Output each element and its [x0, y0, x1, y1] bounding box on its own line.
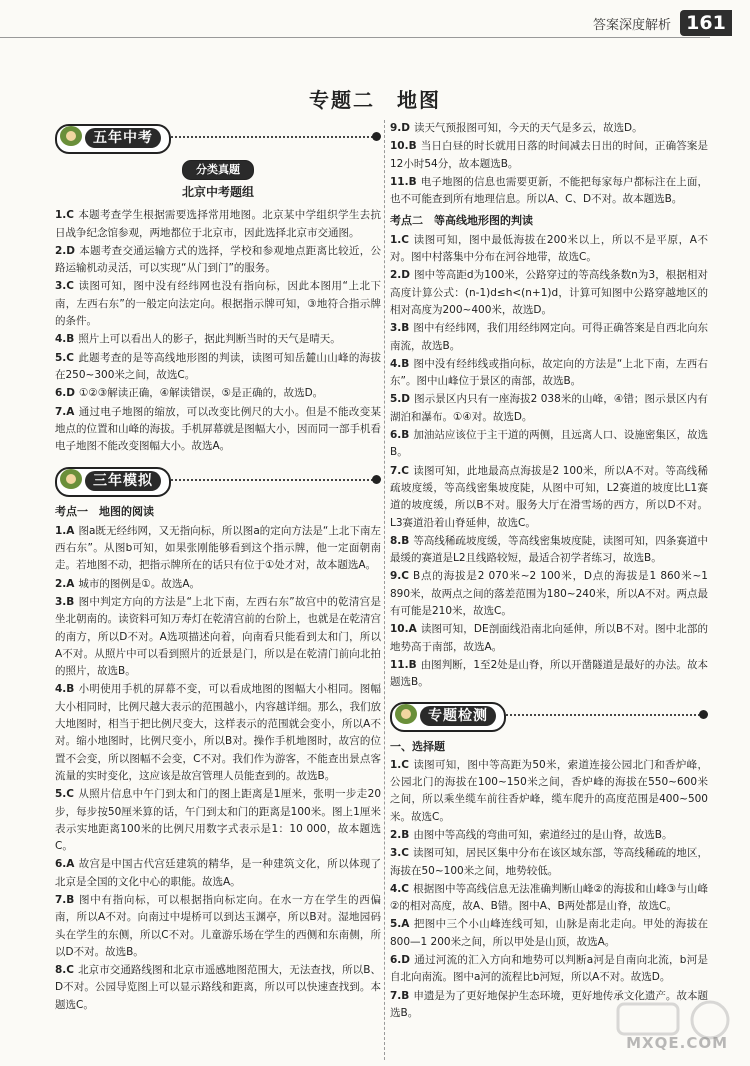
answer-item: [390, 391, 708, 426]
answer-number: 1.A: [55, 524, 75, 537]
answer-list: [55, 207, 381, 455]
answer-text: 图a既无经纬网，又无指向标，所以图a的定向方法是“上北下南左西右东”。从图b可知，如果张刚能够看到这个指示牌，他一定面朝南走。若地图不动，把指示牌所在的话只有位于①处才对，故本题选A。: [55, 524, 381, 572]
answer-number: 4.B: [55, 333, 75, 346]
answer-number: 6.B: [390, 429, 410, 442]
banner-label: 三年模拟: [85, 471, 161, 491]
answer-text: 图中没有经纬线或指向标，故定向的方法是“上北下南，左西右东”。图中山峰位于景区的南部，故选B。: [390, 357, 708, 388]
answer-text: 北京市交通路线图和北京市遥感地图范围大，无法查找，所以B、D不对。公园导览图上可以显示路线和距离，所以可以快速查找到。本题选C。: [55, 964, 381, 1011]
answer-item: [390, 621, 708, 656]
answer-number: 8.B: [390, 534, 410, 547]
answer-number: 6.D: [390, 954, 411, 967]
answer-number: 4.B: [390, 357, 410, 370]
answer-number: 2.A: [55, 577, 75, 590]
answer-text: 读图可知，居民区集中分布在该区域东部，等高线稀疏的地区，海拔在50~100米之间，地势较低。: [390, 847, 708, 877]
section-heading: 一、选择题: [390, 739, 445, 753]
answer-number: 2.D: [55, 244, 76, 257]
answer-text: 由图判断，1至2处是山脊，所以开凿隧道是最好的办法。故本题选B。: [390, 658, 708, 689]
answer-text: 根据图中等高线信息无法准确判断山峰②的海拔和山峰③与山峰②的相对高度，故A、B错。图中A、B两处都是山脊，故选C。: [390, 882, 708, 913]
answer-text: 图中有经纬网，我们用经纬网定向。可得正确答案是自西北向东南流，故选B。: [390, 322, 708, 352]
page-number: 161: [680, 10, 732, 36]
answer-item: [390, 174, 708, 209]
answer-item: [55, 331, 381, 348]
answer-item: [390, 267, 708, 319]
answer-text: 申遗是为了更好地保护生态环境，更好地传承文化遗产。故本题选B。: [390, 989, 708, 1019]
answer-text: 读图可知，此地最高点海拔是2 100米，所以A不对。等高线稀疏坡度缓，等高线密集坡度陡，从图中可知，L2赛道的坡度比L1赛道的坡度缓，所以B不对。服务大厅在滑雪场的西方，所以D不对。L3赛道沿着山脊延伸，故选C。: [390, 464, 708, 529]
answer-number: 9.C: [390, 570, 410, 583]
answer-list: [390, 232, 708, 692]
section-banner-three-years: [55, 463, 381, 497]
answer-item: [55, 278, 381, 330]
answer-number: 10.A: [390, 623, 417, 636]
banner-label: 五年中考: [85, 128, 161, 148]
answer-text: B点的海拔是2 070米~2 100米，D点的海拔是1 860米~1 890米，故两点之间的落差范围为180~240米，所以A不对。两点最有可能是210米，故选C。: [390, 570, 708, 618]
page-header: [0, 0, 750, 52]
subheading: 北京中考题组: [181, 185, 254, 199]
topic-heading: 考点一 地图的阅读: [55, 505, 154, 519]
answer-text: 图中判定方向的方法是“上北下南，左西右东”故宫中的乾清宫是坐北朝南的。读资料可知万寿灯在乾清宫前的台阶上，也就是在乾清宫的南方，所以D不对。A选项描述向着，向南看只能看到太和门，所以A不对。从照片中可以看到照片的近景是门，所以是在乾清门前向北拍的照片，故选B。: [55, 595, 381, 678]
answer-text: 电子地图的信息也需要更新，不能把每家每户都标注在上面，也不可能查到所有地理信息。所以A、C、D不对。故本题选B。: [390, 175, 708, 206]
answer-text: 当日白昼的时长就用日落的时间减去日出的时间，正确答案是12小时54分，故本题选B。: [390, 140, 708, 170]
answer-text: 小明使用手机的屏幕不变，可以看成地图的图幅大小相同。图幅大小相同时，比例尺越大表示的范围越小，内容越详细。那么，我们放大地图时，相当于把比例尺变大，这样表示的范围就会变小，所以A不对。缩小地图时，比例尺变小，所以B对。操作手机地图时，故宫的位置不会变，所以图幅不会变，C不对。我们作为游客，不能查出景点客流量的实时变化，这应该是故宫管理人员能查到的。故选B。: [55, 683, 381, 782]
answer-item: [55, 786, 381, 855]
topic-heading: 考点二 等高线地形图的判读: [390, 214, 533, 228]
answer-text: 由图中等高线的弯曲可知，索道经过的是山脊，故选B。: [413, 828, 673, 841]
answer-item: [390, 827, 708, 844]
answer-item: [55, 681, 381, 785]
answer-item: [390, 356, 708, 391]
answer-text: 照片上可以看出人的影子，据此判断当时的天气是晴天。: [78, 333, 341, 346]
left-column: [55, 120, 381, 1015]
answer-text: 城市的图例是①。故选A。: [78, 577, 201, 590]
answer-item: [390, 427, 708, 462]
answer-item: [55, 243, 381, 278]
answer-item: [55, 523, 381, 575]
banner-label: 专题检测: [420, 706, 496, 726]
section-banner-topic-test: [390, 698, 708, 732]
answer-number: 6.A: [55, 858, 75, 871]
answer-text: 等高线稀疏坡度缓，等高线密集坡度陡，读图可知，四条赛道中最缓的赛道是L2且线路较短，最适合初学者练习，故选B。: [390, 534, 708, 565]
answer-number: 1.C: [55, 209, 75, 222]
answer-number: 3.C: [390, 847, 410, 860]
answer-text: 故宫是中国古代宫廷建筑的精华，是一种建筑文化，所以体现了北京是全国的文化中心的职能。故选A。: [55, 858, 381, 888]
column-divider: [384, 120, 385, 1060]
answer-item: [390, 845, 708, 880]
answer-text: 从照片信息中午门到太和门的图上距离是1厘米，张明一步走20步，每步按50厘米算的话，午门到太和门的距离是100米。图上1厘米表示实地距离100米的比例尺用数字式表示是1：10 000，故本题选C。: [55, 788, 381, 853]
answer-number: 5.C: [55, 351, 75, 364]
answer-item: [390, 533, 708, 568]
answer-number: 4.B: [55, 683, 75, 696]
answer-text: 通过电子地图的缩放，可以改变比例尺的大小。但是不能改变某地点的位置和山峰的海拔。手机屏幕就是图幅大小，因而同一部手机看电子地图不能改变图幅大小。故选A。: [55, 405, 381, 453]
answer-item: [55, 350, 381, 385]
answer-item: [390, 463, 708, 532]
answer-item: [390, 916, 708, 951]
answer-text: 加油站应该位于主干道的两侧，且远离人口、设施密集区，故选B。: [390, 429, 708, 459]
answer-number: 9.D: [390, 122, 411, 134]
answer-text: 读图可知，DE剖面线沿南北向延伸，所以B不对。图中北部的地势高于南部，故选A。: [390, 623, 708, 653]
answer-number: 7.B: [55, 893, 75, 906]
answer-number: 5.D: [390, 393, 411, 406]
answer-item: [55, 207, 381, 242]
answer-number: 11.B: [390, 175, 417, 188]
answer-item: [390, 120, 708, 137]
answer-number: 7.B: [390, 989, 410, 1002]
answer-number: 8.C: [55, 964, 75, 977]
answer-number: 7.C: [390, 464, 410, 477]
answer-list: [390, 757, 708, 1022]
answer-item: [390, 881, 708, 916]
category-tag: 分类真题: [182, 160, 254, 180]
answer-number: 4.C: [390, 882, 410, 895]
answer-item: [55, 404, 381, 456]
answer-number: 5.A: [390, 918, 410, 931]
answer-number: 6.D: [55, 387, 76, 400]
answer-item: [390, 952, 708, 987]
answer-item: [390, 320, 708, 355]
answer-item: [55, 385, 381, 402]
answer-number: 11.B: [390, 658, 417, 671]
answer-item: [55, 856, 381, 891]
mascot-icon: [60, 126, 82, 146]
answer-item: [55, 892, 381, 961]
watermark-text: MXQE.COM: [626, 1034, 728, 1052]
answer-text: 通过河流的汇入方向和地势可以判断a河是自南向北流，b河是自北向南流。图中a河的流程比b河短，所以A不对。故选D。: [390, 954, 708, 984]
answer-item: [390, 657, 708, 692]
page-title: 专题二 地图: [309, 88, 441, 112]
answer-item: [390, 757, 708, 826]
answer-number: 3.C: [55, 280, 75, 293]
answer-text: ①②③解读正确，④解读错误，⑤是正确的，故选D。: [79, 387, 324, 400]
answer-text: 图中等高距d为100米，公路穿过的等高线条数n为3，根据相对高度计算公式：(n-1)d≤h<(n+1)d，计算可知图中公路穿越地区的相对高度为200~400米，故选D。: [390, 269, 708, 316]
answer-item: [390, 232, 708, 267]
answer-text: 把图中三个小山峰连线可知，山脉是南北走向。甲处的海拔在800—1 200米之间，所以甲处是山顶，故选A。: [390, 918, 708, 948]
mascot-icon: [395, 704, 417, 724]
answer-number: 2.B: [390, 828, 410, 841]
right-column: [390, 120, 708, 1023]
answer-text: 读图可知，图中最低海拔在200米以上，所以不是平原，A不对。图中村落集中分布在河谷地带，故选C。: [390, 233, 708, 264]
header-rule: [0, 37, 710, 38]
answer-text: 读天气预报图可知，今天的天气是多云，故选D。: [414, 122, 643, 134]
answer-text: 图示景区内只有一座海拔2 038米的山峰，④错；图示景区内有湖泊和瀑布。①④对。故选D。: [390, 393, 708, 423]
answer-list: [390, 120, 708, 208]
answer-number: 3.B: [390, 322, 410, 335]
answer-number: 3.B: [55, 595, 75, 608]
answer-item: [390, 568, 708, 620]
answer-item: [55, 576, 381, 593]
answer-item: [55, 594, 381, 680]
answer-item: [55, 962, 381, 1014]
answer-text: 读图可知，图中没有经纬网也没有指向标，因此本图用“上北下南，左西右东”的一般定向法定向。根据指示牌可知，③地符合指示牌的条件。: [55, 280, 381, 328]
answer-number: 2.D: [390, 269, 411, 282]
header-label: 答案深度解析: [593, 18, 672, 33]
answer-text: 本题考查学生根据需要选择常用地图。北京某中学组织学生去抗日战争纪念馆参观，两地都位于北京市，因此选择北京市交通图。: [55, 209, 381, 239]
answer-number: 7.A: [55, 405, 75, 418]
answer-list: [55, 523, 381, 1014]
answer-number: 1.C: [390, 758, 410, 771]
answer-text: 图中有指向标，可以根据指向标定向。在水一方在学生的西偏南，所以A不对。向南过中堤桥可以到达玉渊亭，所以B对。湿地园码头在学生的东侧，所以C不对。儿童游乐场在学生的西侧和东南侧，所以D不对。故选B。: [55, 893, 381, 958]
answer-text: 读图可知，图中等高距为50米，索道连接公园北门和香炉峰，公园北门的海拔在100~150米之间，香炉峰的海拔在550~600米之间，所以乘坐缆车前往香炉峰，缆车爬升的高度范围是400~500米。故选C。: [390, 758, 708, 823]
answer-number: 5.C: [55, 788, 75, 801]
answer-number: 10.B: [390, 140, 417, 153]
answer-item: [390, 138, 708, 173]
answer-number: 1.C: [390, 233, 410, 246]
answer-text: 本题考查交通运输方式的选择，学校和参观地点距离比较近，公路运输机动灵活，可以实现“从门到门”的服务。: [55, 244, 381, 275]
answer-text: 此题考查的是等高线地形图的判读，读图可知岳麓山山峰的海拔在250~300米之间，故选C。: [55, 351, 381, 381]
section-banner-five-years: [55, 120, 381, 154]
